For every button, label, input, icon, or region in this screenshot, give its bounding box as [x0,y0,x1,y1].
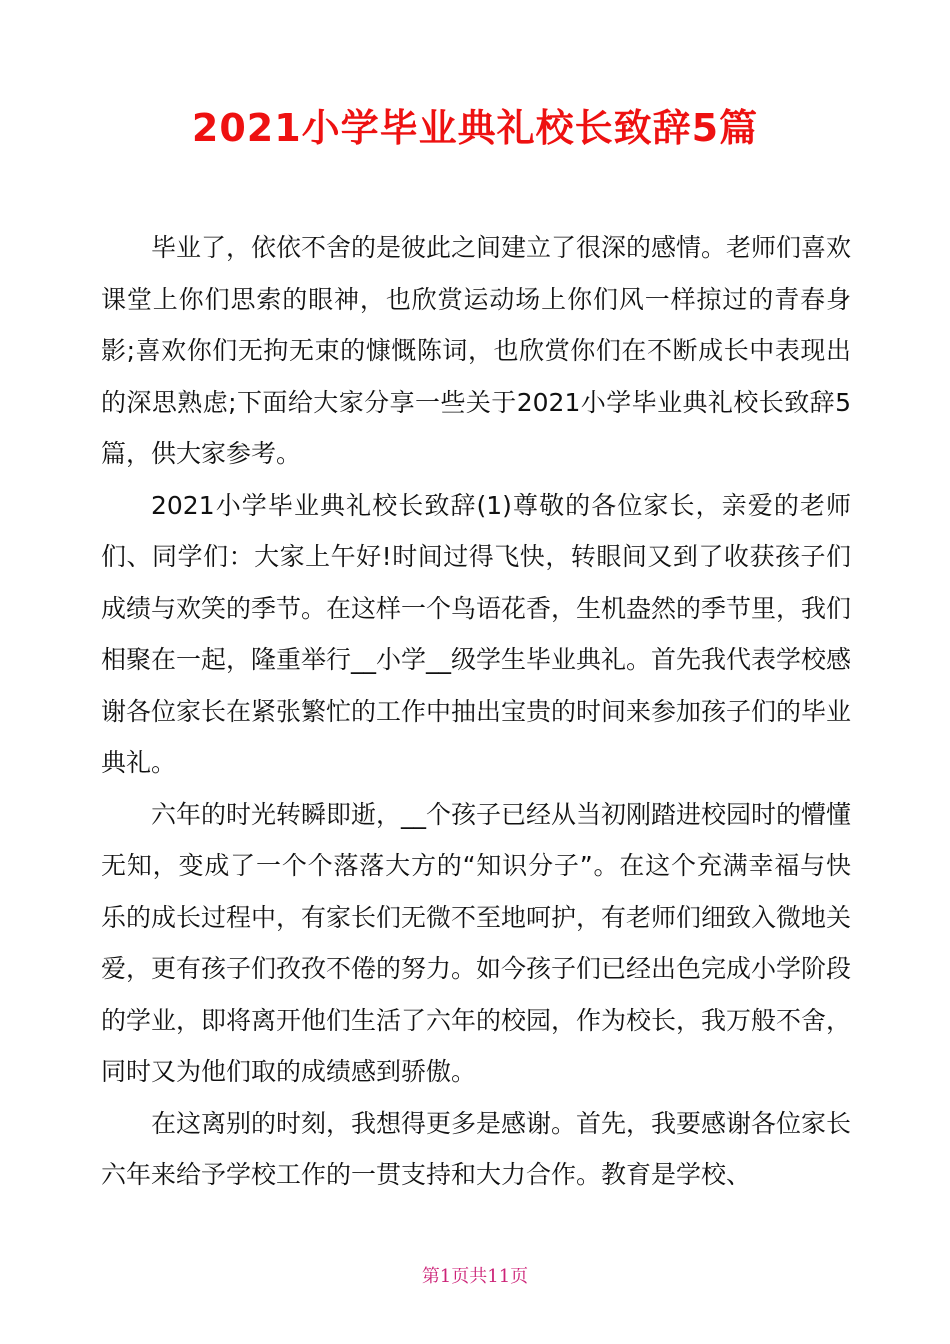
page-title: 2021小学毕业典礼校长致辞5篇 [191,106,759,150]
paragraph-six-years: 六年的时光转瞬即逝，__个孩子已经从当初刚踏进校园时的懵懂无知，变成了一个个落落大方的“知识分子”。在这个充满幸福与快乐的成长过程中，有家长们无微不至地呵护，有老师们细致入微地关爱，更有孩子们孜孜不倦的努力。如今孩子们已经出色完成小学阶段的学业，即将离开他们生活了六年的校园，作为校长，我万般不舍，同时又为他们取的成绩感到骄傲。 [101,799,852,1086]
paragraph-intro: 毕业了，依依不舍的是彼此之间建立了很深的感情。老师们喜欢课堂上你们思索的眼神，也欣赏运动场上你们风一样掠过的青春身影;喜欢你们无拘无束的慷慨陈词，也欣赏你们在不断成长中表现出的深思熟虑;下面给大家分享一些关于2021小学毕业典礼校长致辞5篇，供大家参考。 [101,233,852,468]
page-number-footer: 第1页共11页 [421,1266,529,1287]
paragraph-speech-opening: 2021小学毕业典礼校长致辞(1)尊敬的各位家长，亲爱的老师们、同学们：大家上午好!时间过得飞快，转眼间又到了收获孩子们成绩与欢笑的季节。在这样一个鸟语花香，生机盎然的季节里，我们相聚在一起，隆重举行__小学__级学生毕业典礼。首先我代表学校感谢各位家长在紧张繁忙的工作中抽出宝贵的时间来参加孩子们的毕业典礼。 [101,490,852,777]
document-body [101,222,851,1201]
paragraph-gratitude: 在这离别的时刻，我想得更多是感谢。首先，我要感谢各位家长六年来给予学校工作的一贯支持和大力合作。教育是学校、 [101,1108,852,1189]
